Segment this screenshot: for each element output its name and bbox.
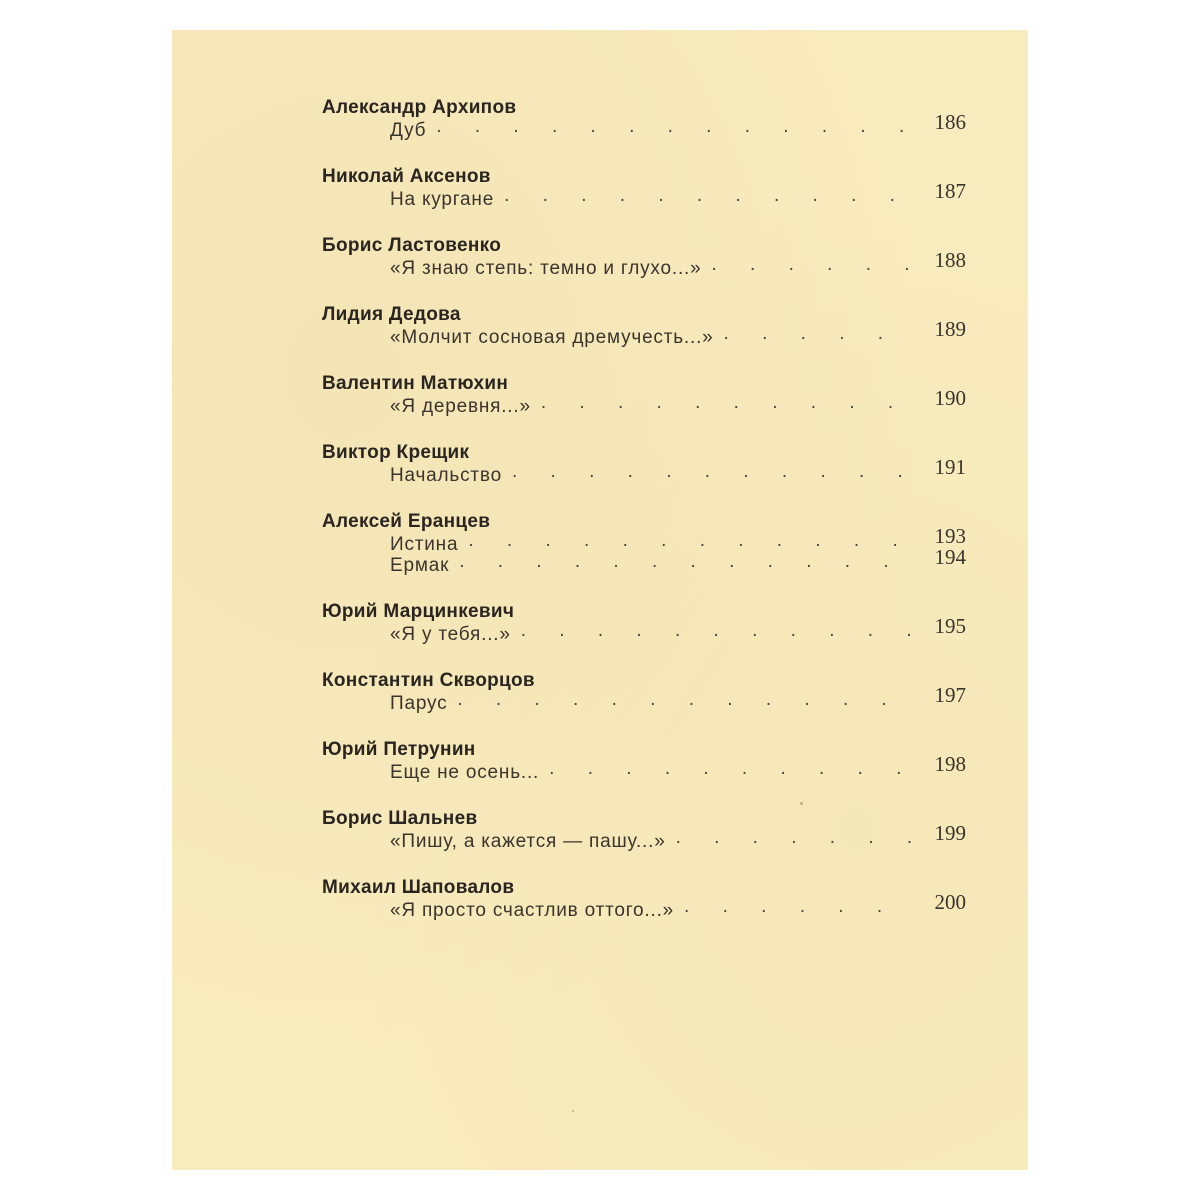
dot-leader bbox=[468, 530, 912, 551]
work-line[interactable] bbox=[322, 179, 966, 210]
page-number: 187 bbox=[934, 179, 966, 203]
book-page bbox=[172, 30, 1028, 1170]
author-name: Юрий Марцинкевич bbox=[322, 601, 515, 622]
work-line[interactable] bbox=[322, 248, 966, 279]
toc-entry bbox=[322, 441, 966, 486]
toc-entry bbox=[322, 96, 966, 141]
author-name: Борис Шальнев bbox=[322, 808, 478, 829]
work-title: «Молчит сосновая дремучесть...» bbox=[390, 327, 714, 348]
author-name: Виктор Крещик bbox=[322, 442, 470, 463]
author-name: Юрий Петрунин bbox=[322, 739, 476, 760]
work-line[interactable] bbox=[322, 386, 966, 417]
page-number: 191 bbox=[934, 455, 966, 479]
toc-entry bbox=[322, 669, 966, 714]
page-number: 188 bbox=[934, 248, 966, 272]
dot-leader bbox=[541, 392, 912, 413]
toc-entry bbox=[322, 510, 966, 576]
work-line[interactable] bbox=[322, 455, 966, 486]
dot-leader bbox=[676, 827, 912, 848]
work-title: «Я деревня...» bbox=[390, 396, 531, 417]
author-name: Михаил Шаповалов bbox=[322, 877, 515, 898]
work-line[interactable] bbox=[322, 110, 966, 141]
dot-leader bbox=[459, 551, 912, 572]
page-number: 193 bbox=[934, 524, 966, 548]
dot-leader bbox=[521, 620, 912, 641]
page-number: 198 bbox=[934, 752, 966, 776]
dot-leader bbox=[711, 254, 912, 275]
author-name: Борис Ластовенко bbox=[322, 235, 502, 256]
toc-entry bbox=[322, 165, 966, 210]
author-name: Валентин Матюхин bbox=[322, 373, 509, 394]
work-title: Дуб bbox=[390, 120, 427, 141]
dot-leader bbox=[504, 185, 912, 206]
author-name: Алексей Еранцев bbox=[322, 511, 491, 532]
work-title: «Я просто счастлив оттого...» bbox=[390, 900, 675, 921]
work-title: Ермак bbox=[390, 555, 450, 576]
work-line[interactable] bbox=[322, 683, 966, 714]
dot-leader bbox=[684, 896, 912, 917]
work-title: Начальство bbox=[390, 465, 502, 486]
work-title: «Я у тебя...» bbox=[390, 624, 511, 645]
page-number: 194 bbox=[934, 545, 966, 569]
work-line[interactable] bbox=[322, 614, 966, 645]
work-line[interactable] bbox=[322, 545, 966, 576]
toc-entry bbox=[322, 600, 966, 645]
toc-entry bbox=[322, 372, 966, 417]
work-title: Еще не осень... bbox=[390, 762, 540, 783]
toc-entry bbox=[322, 876, 966, 921]
page-number: 186 bbox=[934, 110, 966, 134]
dot-leader bbox=[724, 323, 912, 344]
dot-leader bbox=[512, 461, 912, 482]
toc-entry bbox=[322, 234, 966, 279]
work-line[interactable] bbox=[322, 821, 966, 852]
page-number: 197 bbox=[934, 683, 966, 707]
author-name: Лидия Дедова bbox=[322, 304, 461, 325]
page-number: 200 bbox=[934, 890, 966, 914]
author-name: Александр Архипов bbox=[322, 97, 517, 118]
work-line[interactable] bbox=[322, 752, 966, 783]
author-name: Константин Скворцов bbox=[322, 670, 535, 691]
page-number: 190 bbox=[934, 386, 966, 410]
work-title: Истина bbox=[390, 534, 459, 555]
toc-entry bbox=[322, 303, 966, 348]
work-line[interactable] bbox=[322, 317, 966, 348]
toc-entry bbox=[322, 738, 966, 783]
dot-leader bbox=[549, 758, 912, 779]
page-number: 195 bbox=[934, 614, 966, 638]
page-number: 189 bbox=[934, 317, 966, 341]
work-title: На кургане bbox=[390, 189, 495, 210]
table-of-contents bbox=[322, 96, 966, 945]
work-title: Парус bbox=[390, 693, 448, 714]
dot-leader bbox=[436, 116, 912, 137]
author-name: Николай Аксенов bbox=[322, 166, 491, 187]
page-number: 199 bbox=[934, 821, 966, 845]
work-title: «Пишу, а кажется — пашу...» bbox=[390, 831, 666, 852]
paper-speck bbox=[572, 1110, 574, 1112]
work-line[interactable] bbox=[322, 890, 966, 921]
work-title: «Я знаю степь: темно и глухо...» bbox=[390, 258, 702, 279]
toc-entry bbox=[322, 807, 966, 852]
dot-leader bbox=[457, 689, 912, 710]
